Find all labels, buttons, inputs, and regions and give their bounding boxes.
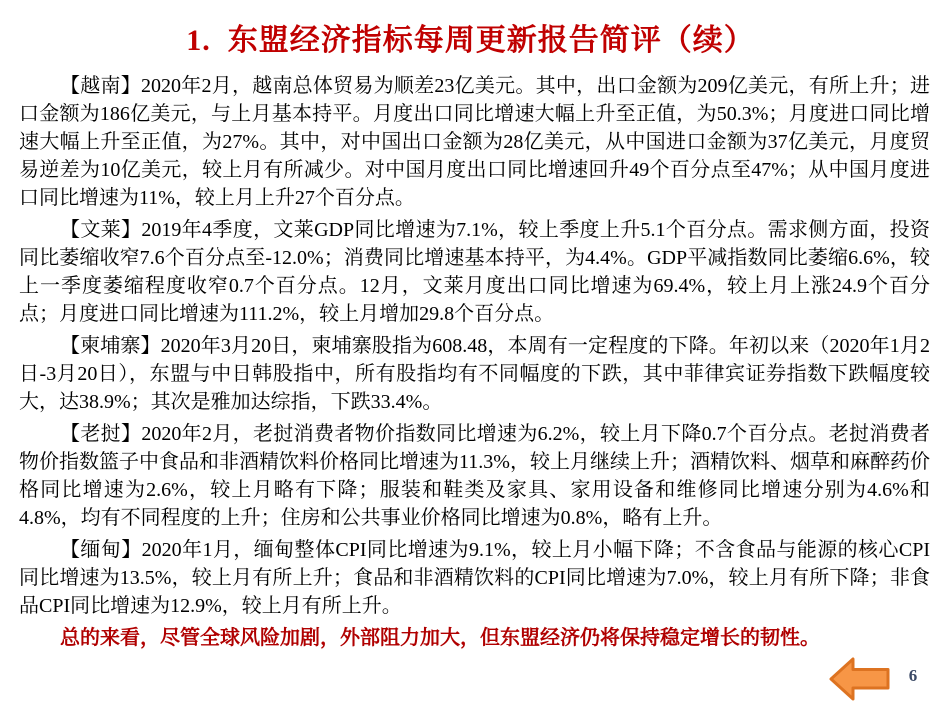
conclusion-text: 总的来看，尽管全球风险加剧，外部阻力加大，但东盟经济仍将保持稳定增长的韧性。 <box>60 627 820 649</box>
back-arrow-button[interactable] <box>828 656 892 702</box>
paragraph-vietnam: 【越南】2020年2月，越南总体贸易为顺差23亿美元。其中，出口金额为209亿美元，有所上升；进口金额为186亿美元，与上月基本持平。月度出口同比增速大幅上升至正值，为50.3%；月度进口同比增速大幅上升至正值，为27%。其中，对中国出口金额为28亿美元，从中国进口金额为37亿美元，月度贸易逆差为10亿美元，较上月有所减少。对中国月度出口同比增速回升49个百分点至47%；从中国月度进口同比增速为11%，较上月上升27个百分点。 <box>19 75 930 209</box>
slide-body <box>19 72 930 620</box>
page-number: 6 <box>908 666 918 685</box>
slide-title: 1. 东盟经济指标每周更新报告简评（续） <box>186 24 755 57</box>
paragraph-brunei: 【文莱】2019年4季度，文莱GDP同比增速为7.1%，较上季度上升5.1个百分点。需求侧方面，投资同比萎缩收窄7.6个百分点至-12.0%；消费同比增速基本持平，为4.4%。GDP平减指数同比萎缩6.6%，较上一季度萎缩程度收窄0.7个百分点。12月，文莱月度出口同比增速为69.4%，较上月上涨24.9个百分点；月度进口同比增速为111.2%，较上月增加29.8个百分点。 <box>19 219 930 325</box>
paragraph-myanmar: 【缅甸】2020年1月，缅甸整体CPI同比增速为9.1%，较上月小幅下降；不含食品与能源的核心CPI同比增速为13.5%，较上月有所上升；食品和非酒精饮料的CPI同比增速为7.0%，较上月有所下降；非食品CPI同比增速为12.9%，较上月有所上升。 <box>19 539 930 617</box>
paragraph-laos: 【老挝】2020年2月，老挝消费者物价指数同比增速为6.2%，较上月下降0.7个百分点。老挝消费者物价指数篮子中食品和非酒精饮料价格同比增速为11.3%，较上月继续上升；酒精饮料、烟草和麻醉药价格同比增速为2.6%，较上月略有下降；服装和鞋类及家具、家用设备和维修同比增速分别为4.6%和4.8%，均有不同程度的上升；住房和公共事业价格同比增速为0.8%，略有上升。 <box>19 423 930 529</box>
paragraph-cambodia: 【柬埔寨】2020年3月20日，柬埔寨股指为608.48，本周有一定程度的下降。年初以来（2020年1月2日-3月20日），东盟与中日韩股指中，所有股指均有不同幅度的下跌，其中菲律宾证券指数下跌幅度较大，达38.9%；其次是雅加达综指，下跌33.4%。 <box>19 335 930 413</box>
left-arrow-icon <box>828 656 892 702</box>
